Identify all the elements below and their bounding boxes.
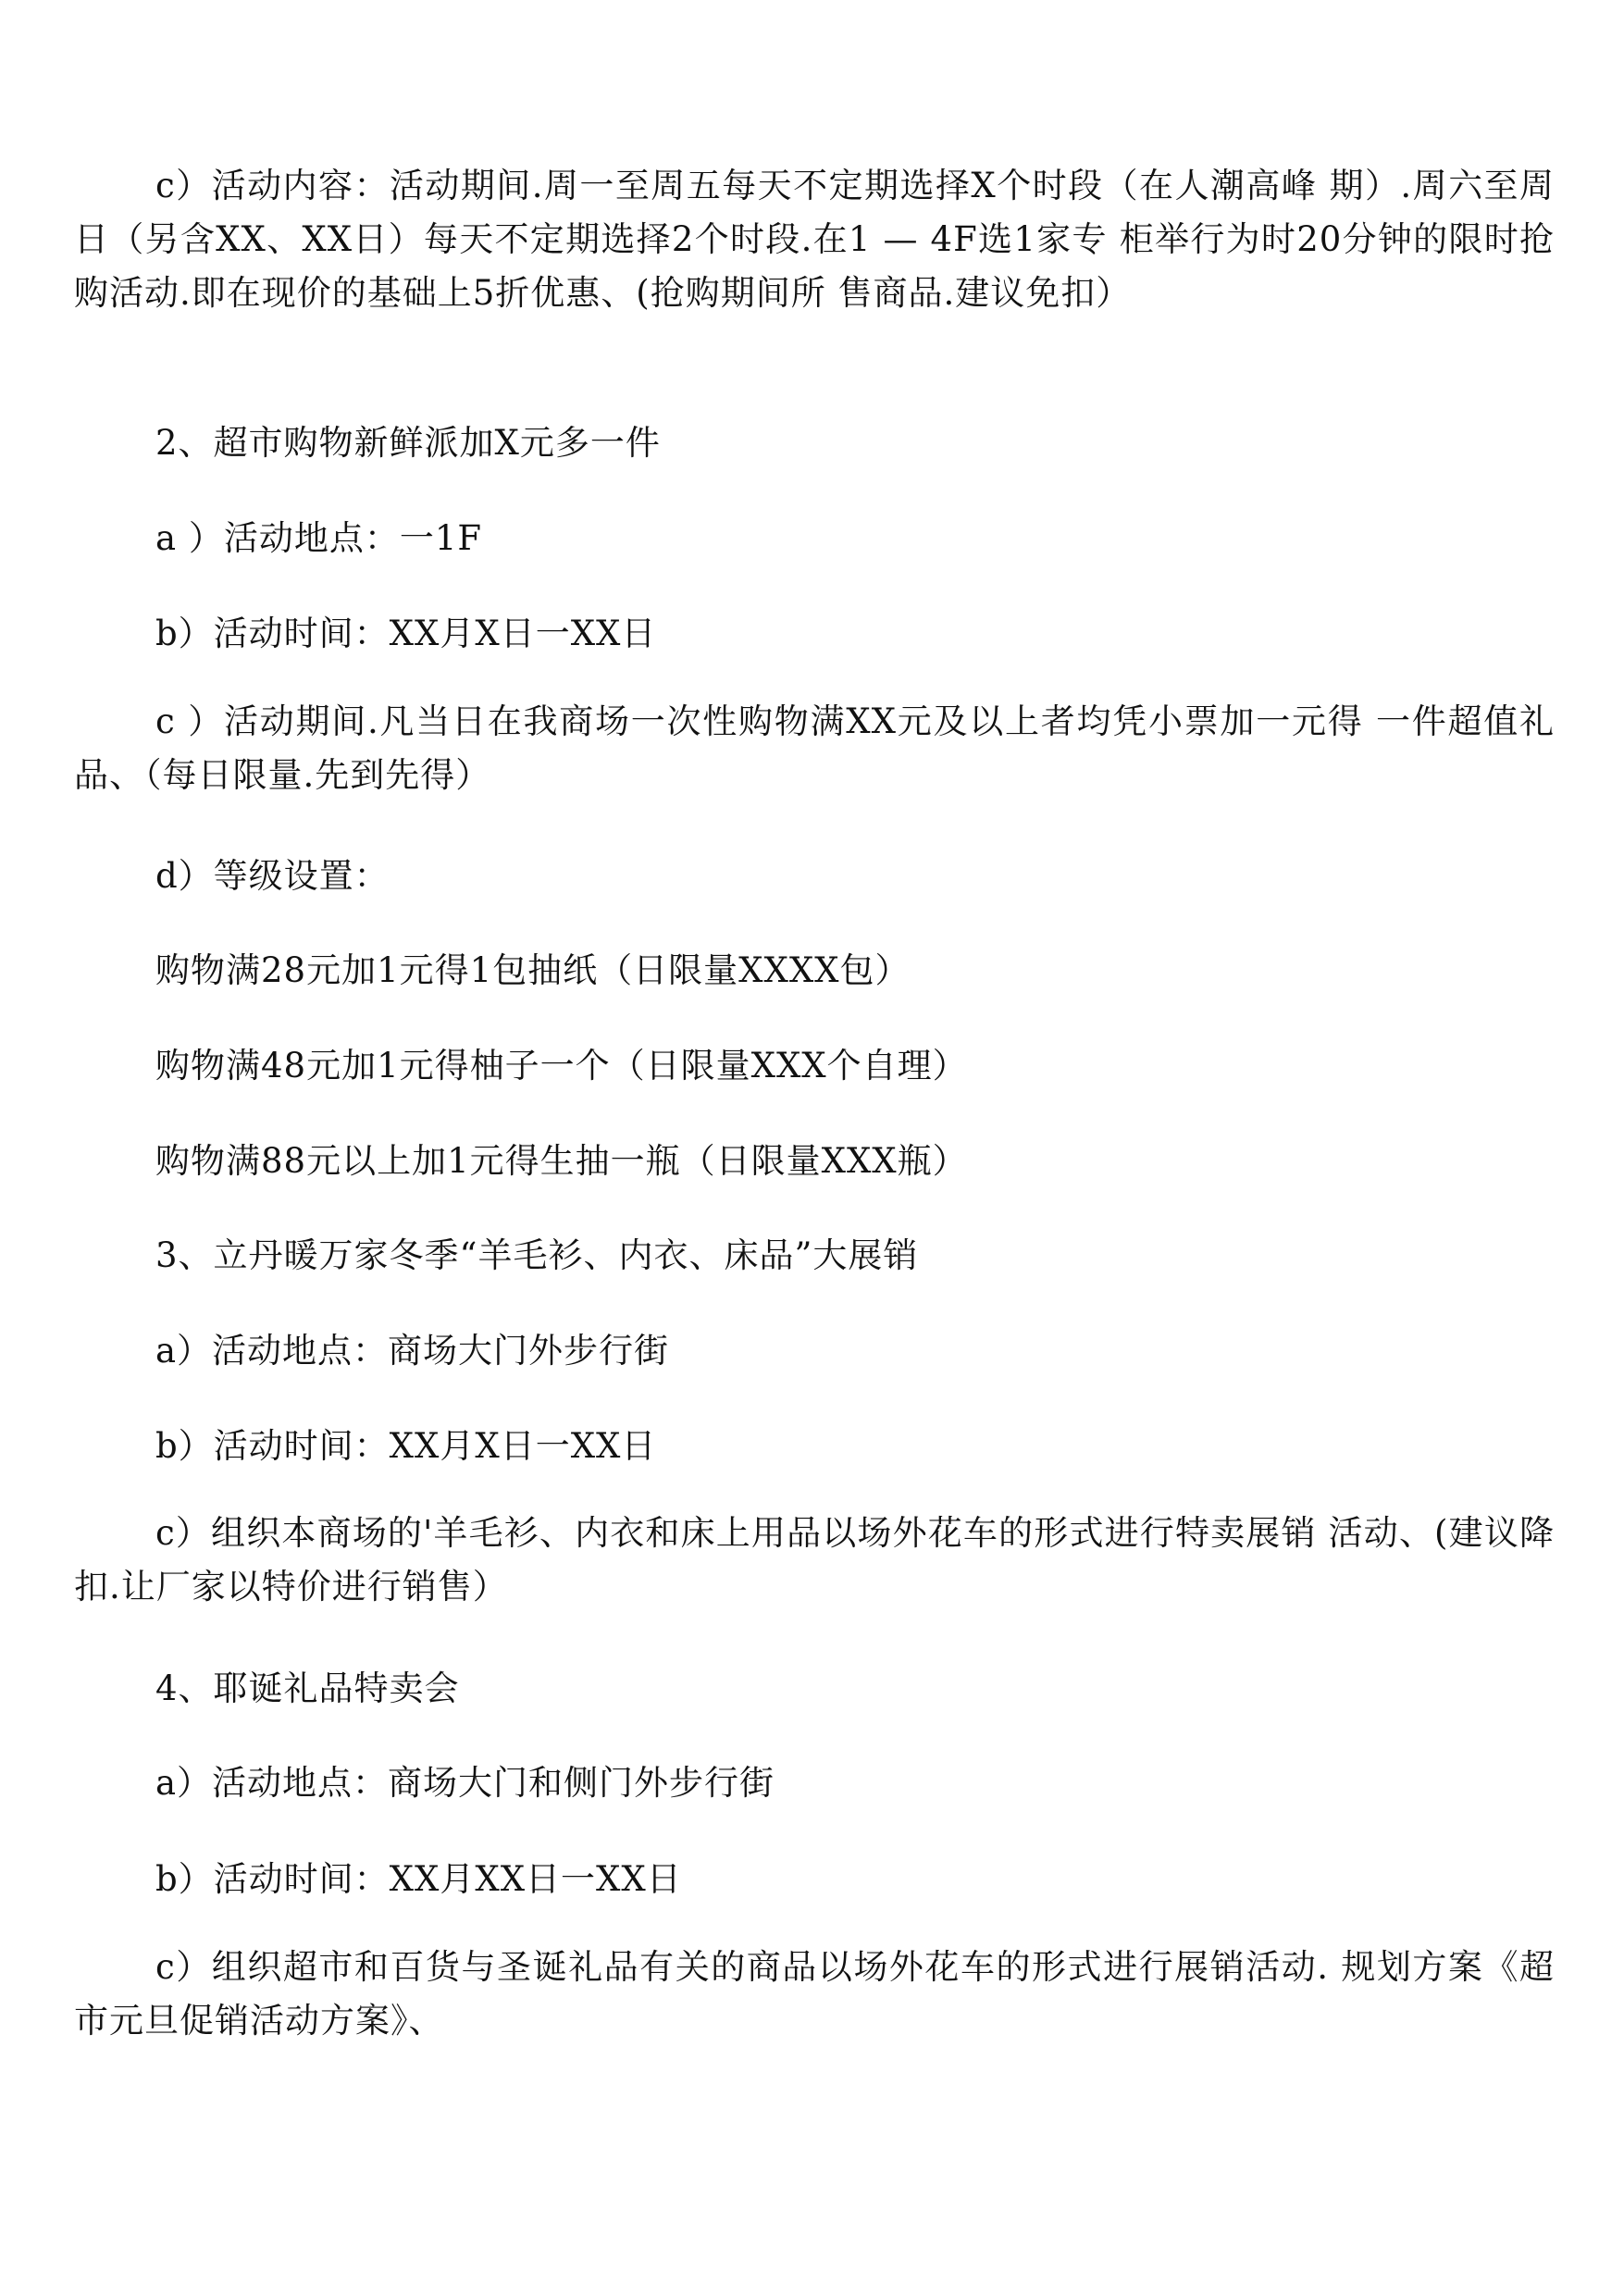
level-88: 购物满88元以上加1元得生抽一瓶（日限量XXX瓶） [155, 1141, 968, 1181]
paragraph-sweater-sale: c）组织本商场的'羊毛衫、内衣和床上用品以场外花车的形式进行特卖展销 活动、(建议降扣.让厂家以特价进行销售） [74, 1513, 1555, 1606]
item-location-1f: a ）活动地点：一1F [155, 518, 483, 558]
paragraph-activity-period: c ）活动期间.凡当日在我商场一次性购物满XX元及以上者均凭小票加一元得 一件超值礼品、（每日限量.先到先得） [74, 701, 1555, 795]
item-level-settings: d）等级设置： [155, 856, 390, 896]
paragraph-activity-content: c）活动内容：活动期间.周一至周五每天不定期选择X个时段（在人潮高峰 期）.周六至周日（另含XX、XX日）每天不定期选择2个时段.在1 — 4F选1家专 柜举行为时20分钟的限时抢购活动.即在现价的基础上5折优惠、(抢购期间所 售商品.建议免扣） [74, 166, 1555, 313]
item-time-1: b）活动时间：XX月X日一XX日 [155, 614, 657, 653]
heading-christmas-sale: 4、耶诞礼品特卖会 [155, 1669, 460, 1708]
heading-winter-sale: 3、立丹暖万家冬季“羊毛衫、内衣、床品”大展销 [155, 1235, 919, 1275]
item-time-2: b）活动时间：XX月X日一XX日 [155, 1426, 657, 1466]
item-location-street: a）活动地点：商场大门外步行街 [155, 1331, 670, 1371]
item-location-gates: a）活动地点：商场大门和侧门外步行街 [155, 1763, 775, 1803]
heading-supermarket-add-one: 2、超市购物新鲜派加X元多一件 [155, 423, 661, 463]
level-48: 购物满48元加1元得柚子一个（日限量XXX个自理） [155, 1046, 968, 1085]
level-28: 购物满28元加1元得1包抽纸（日限量XXXX包） [155, 950, 911, 990]
item-time-3: b）活动时间：XX月XX日一XX日 [155, 1859, 682, 1899]
paragraph-christmas-gifts: c）组织超市和百货与圣诞礼品有关的商品以场外花车的形式进行展销活动. 规划方案《超市元旦促销活动方案》、 [74, 1947, 1555, 2041]
